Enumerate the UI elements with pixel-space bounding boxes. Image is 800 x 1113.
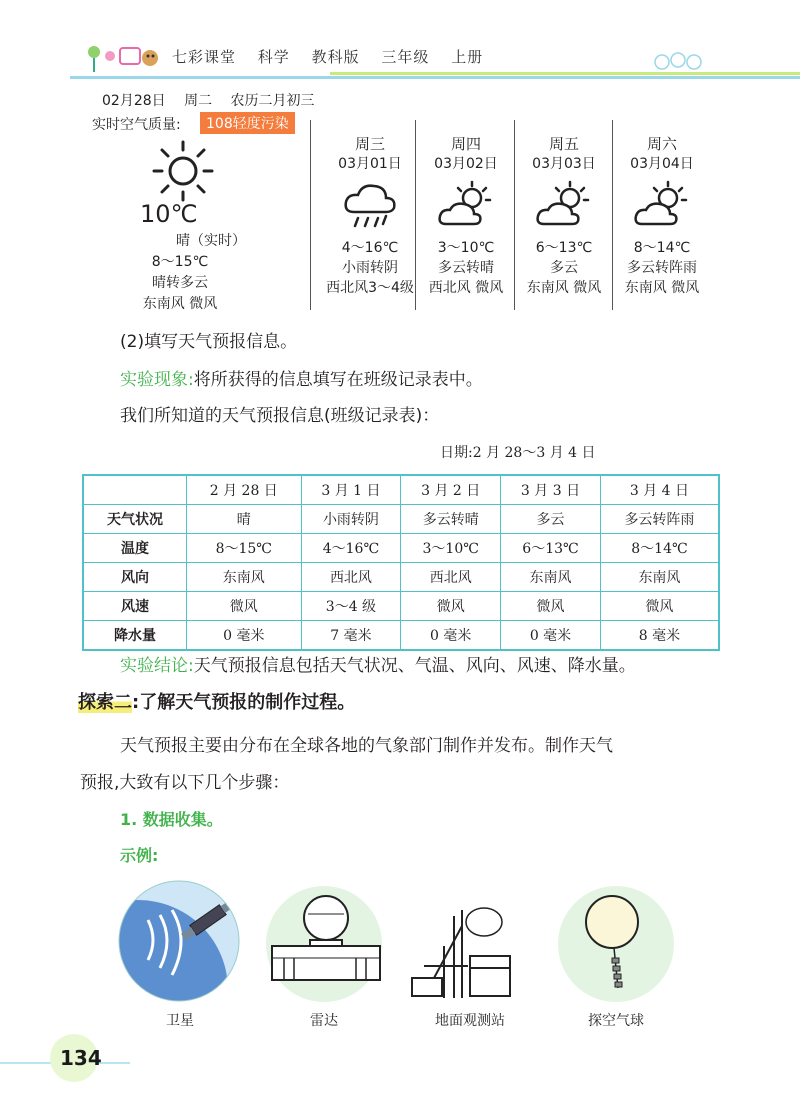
table-row xyxy=(83,563,719,592)
table-cell: 多云转晴 xyxy=(401,505,501,534)
table-row-header: 风向 xyxy=(83,563,187,592)
forecast-day-date: 03月03日 xyxy=(532,156,596,172)
forecast-day xyxy=(418,134,514,298)
radar-image xyxy=(264,884,384,1004)
phenomenon-line xyxy=(120,368,483,392)
table-row xyxy=(83,592,719,621)
forecast-day-wind: 东南风 微风 xyxy=(624,280,700,296)
table-header-cell: 3 月 4 日 xyxy=(600,475,719,505)
table-header-cell: 3 月 3 日 xyxy=(501,475,601,505)
forecast-day-condition: 小雨转阴 xyxy=(342,260,398,276)
table-cell: 小雨转阴 xyxy=(301,505,401,534)
today-wind: 东南风 微风 xyxy=(142,296,218,312)
forecast-day-date: 03月01日 xyxy=(338,156,402,172)
table-cell: 西北风 xyxy=(301,563,401,592)
table-cell: 多云 xyxy=(501,505,601,534)
conclusion-text: 天气预报信息包括天气状况、气温、风向、风速、降水量。 xyxy=(193,656,636,676)
rain-cloud-icon xyxy=(340,180,400,232)
aqi-badge: 108轻度污染 xyxy=(200,112,295,134)
paragraph-line-2: 预报,大致有以下几个步骤： xyxy=(80,773,290,793)
table-cell: 8～15℃ xyxy=(187,534,302,563)
forecast-day-wind: 西北风3～4级 xyxy=(326,280,414,296)
table-cell: 8～14℃ xyxy=(600,534,719,563)
forecast-day-range: 8～14℃ xyxy=(633,240,691,256)
forecast-day-name: 周三 xyxy=(354,135,385,153)
table-intro: 我们所知道的天气预报信息(班级记录表)： xyxy=(120,406,440,426)
weather-divider xyxy=(612,120,613,310)
forecast-day xyxy=(322,134,418,298)
weather-record-table xyxy=(82,474,720,651)
header-divider-accent xyxy=(330,72,800,75)
caption-satellite: 卫星 xyxy=(166,1013,194,1029)
table-cell: 微风 xyxy=(600,592,719,621)
sun-icon xyxy=(150,138,216,204)
partly-cloudy-icon xyxy=(534,180,594,232)
forecast-day-date: 03月02日 xyxy=(434,156,498,172)
table-cell: 微风 xyxy=(401,592,501,621)
table-row-header: 温度 xyxy=(83,534,187,563)
table-cell: 6～13℃ xyxy=(501,534,601,563)
aqi-label: 实时空气质量: xyxy=(92,117,181,133)
forecast-day-condition: 多云转阵雨 xyxy=(627,260,697,276)
explore2-label: 探索二 xyxy=(78,692,132,713)
forecast-day-name: 周六 xyxy=(646,135,677,153)
today-forecast: 晴转多云 xyxy=(152,275,208,291)
today-range: 8～15℃ xyxy=(151,254,209,270)
step1-heading: 1. 数据收集。 xyxy=(120,810,223,829)
decorative-rings-icon xyxy=(650,50,720,72)
table-cell: 晴 xyxy=(187,505,302,534)
forecast-day-condition: 多云 xyxy=(550,260,578,276)
sounding-balloon-image xyxy=(556,884,676,1004)
forecast-day xyxy=(516,134,612,298)
phenomenon-text: 将所获得的信息填写在班级记录表中。 xyxy=(193,370,483,390)
table-header-cell: 3 月 2 日 xyxy=(401,475,501,505)
table-row xyxy=(83,505,719,534)
partly-cloudy-icon xyxy=(632,180,692,232)
table-row-header: 天气状况 xyxy=(83,505,187,534)
table-header-cell: 2 月 28 日 xyxy=(187,475,302,505)
forecast-day-name: 周五 xyxy=(548,135,579,153)
table-cell: 东南风 xyxy=(501,563,601,592)
explore2-title: :了解天气预报的制作过程。 xyxy=(132,692,356,713)
today-temp: 10℃ xyxy=(140,200,198,228)
ground-station-image xyxy=(404,886,524,1004)
table-cell: 7 毫米 xyxy=(301,621,401,651)
table-cell: 东南风 xyxy=(600,563,719,592)
table-row xyxy=(83,621,719,651)
series-name: 七彩课堂 xyxy=(172,48,237,66)
forecast-day-range: 4～16℃ xyxy=(341,240,399,256)
caption-radar: 雷达 xyxy=(310,1013,338,1029)
forecast-day-condition: 多云转晴 xyxy=(438,260,494,276)
table-header-row xyxy=(83,475,719,505)
table-corner xyxy=(83,475,187,505)
header-divider xyxy=(70,76,800,79)
table-cell: 0 毫米 xyxy=(401,621,501,651)
volume: 上册 xyxy=(451,48,484,66)
partly-cloudy-icon xyxy=(436,180,496,232)
explore2-heading xyxy=(78,688,355,714)
forecast-day-wind: 东南风 微风 xyxy=(526,280,602,296)
date-range: 日期:2 月 28～3 月 4 日 xyxy=(440,445,596,461)
series-logo xyxy=(84,40,162,76)
forecast-day xyxy=(614,134,710,298)
example-label: 示例: xyxy=(120,846,159,865)
phenomenon-label: 实验现象: xyxy=(120,370,194,390)
table-cell: 微风 xyxy=(501,592,601,621)
weather-lunar-date: 农历二月初三 xyxy=(230,93,315,109)
table-cell: 0 毫米 xyxy=(501,621,601,651)
satellite-image xyxy=(118,880,240,1002)
table-row-header: 降水量 xyxy=(83,621,187,651)
forecast-day-date: 03月04日 xyxy=(630,156,694,172)
table-cell: 4～16℃ xyxy=(301,534,401,563)
today-condition-now: 晴（实时） xyxy=(176,233,246,249)
forecast-day-wind: 西北风 微风 xyxy=(428,280,504,296)
caption-ground-station: 地面观测站 xyxy=(435,1013,505,1029)
table-cell: 东南风 xyxy=(187,563,302,592)
table-header-cell: 3 月 1 日 xyxy=(301,475,401,505)
forecast-day-range: 3～10℃ xyxy=(437,240,495,256)
caption-balloon: 探空气球 xyxy=(588,1013,644,1029)
step2-text: (2)填写天气预报信息。 xyxy=(120,332,298,352)
forecast-day-name: 周四 xyxy=(450,135,481,153)
weather-divider xyxy=(514,120,515,310)
table-row-header: 风速 xyxy=(83,592,187,621)
page-number: 134 xyxy=(60,1046,102,1070)
table-cell: 3～4 级 xyxy=(301,592,401,621)
weather-date-line xyxy=(102,90,329,110)
weather-weekday: 周二 xyxy=(184,93,213,109)
table-cell: 0 毫米 xyxy=(187,621,302,651)
table-cell: 3～10℃ xyxy=(401,534,501,563)
grade: 三年级 xyxy=(381,48,430,66)
table-row xyxy=(83,534,719,563)
conclusion-label: 实验结论: xyxy=(120,656,194,676)
table-cell: 8 毫米 xyxy=(600,621,719,651)
subject: 科学 xyxy=(257,48,290,66)
table-cell: 多云转阵雨 xyxy=(600,505,719,534)
paragraph-line-1: 天气预报主要由分布在全球各地的气象部门制作并发布。制作天气 xyxy=(120,736,613,756)
table-cell: 西北风 xyxy=(401,563,501,592)
forecast-day-range: 6～13℃ xyxy=(535,240,593,256)
header-breadcrumb xyxy=(172,46,499,67)
weather-date: 02月28日 xyxy=(102,93,166,109)
edition: 教科版 xyxy=(311,48,360,66)
weather-divider xyxy=(310,120,311,310)
table-cell: 微风 xyxy=(187,592,302,621)
conclusion-line xyxy=(120,654,636,678)
